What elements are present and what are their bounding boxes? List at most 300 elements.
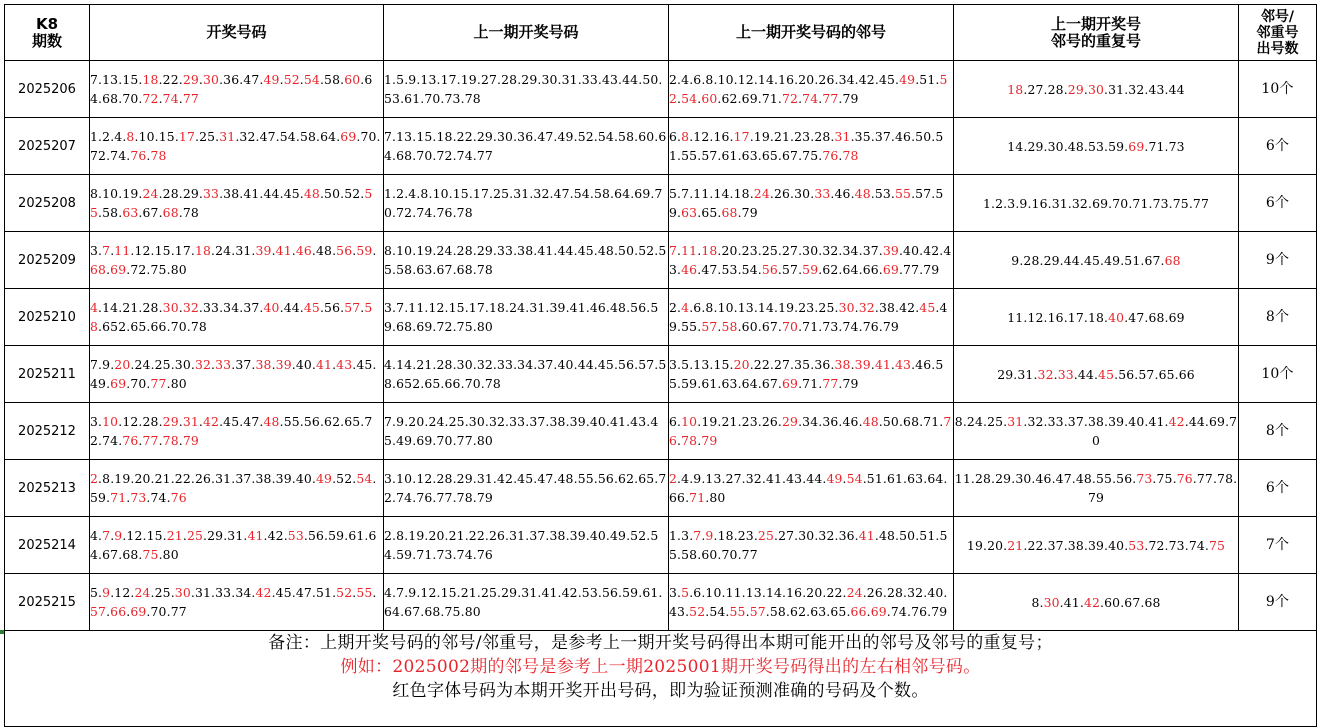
number: 73	[822, 319, 839, 334]
neighbors-cell[interactable]: 1.3.7.9.18.23.25.27.30.32.36.41.48.50.51.55.58.60.70.77	[669, 517, 954, 574]
prev-draw-cell[interactable]: 3.7.11.12.15.17.18.24.31.39.41.46.48.56.59.68.69.72.75.80	[384, 289, 669, 346]
neighbors-cell[interactable]: 3.5.13.15.20.22.27.35.36.38.39.41.43.46.55.59.61.63.64.67.69.71.77.79	[669, 346, 954, 403]
number: 3	[681, 528, 690, 543]
number: 73	[1152, 195, 1169, 211]
number: 77	[142, 433, 159, 448]
number: 34	[842, 243, 859, 258]
header-repeats[interactable]	[954, 5, 1239, 61]
number: 19	[778, 300, 795, 315]
number: 69	[634, 186, 651, 201]
draw-cell[interactable]: 7.13.15.18.22.29.30.36.47.49.52.54.58.60.64.68.70.72.74.77	[90, 61, 384, 118]
number: 7	[396, 585, 405, 600]
number: 76	[436, 205, 453, 220]
number: 3	[90, 414, 99, 429]
number: 36	[838, 528, 855, 543]
number: 46	[915, 357, 932, 372]
number: 9	[408, 72, 417, 87]
number: 49	[899, 72, 916, 87]
number: 44	[263, 186, 280, 201]
number: 72	[436, 148, 453, 163]
draw-cell[interactable]: 2.8.19.20.21.22.26.31.37.38.39.40.49.52.54.59.71.73.74.76	[90, 460, 384, 517]
number: 68	[1148, 309, 1165, 325]
number: 44	[577, 357, 594, 372]
repeats-cell[interactable]: 29.31.32.33.44.45.56.57.65.66	[954, 346, 1239, 403]
number: 3	[90, 243, 99, 258]
number: 68	[1164, 252, 1181, 268]
number: 25	[448, 414, 465, 429]
number: 63	[741, 148, 758, 163]
number: 22	[753, 357, 770, 372]
number: 9	[1011, 252, 1020, 268]
number: 52	[336, 585, 353, 600]
neighbors-cell[interactable]: 2.4.6.8.10.13.14.19.23.25.30.32.38.42.45.49.55.57.58.60.67.70.71.73.74.76.79	[669, 289, 954, 346]
number: 41	[541, 585, 558, 600]
period-cell[interactable]: 2025207	[5, 118, 90, 175]
draw-cell[interactable]: 7.9.20.24.25.30.32.33.37.38.39.40.41.43.45.49.69.70.77.80	[90, 346, 384, 403]
number: 48	[878, 528, 896, 543]
number: 25	[186, 528, 204, 543]
number: 51	[316, 585, 333, 600]
number: 29	[782, 414, 799, 429]
number: 29	[162, 414, 179, 429]
number: 38	[549, 414, 566, 429]
number: 31	[521, 585, 538, 600]
number: 41	[275, 243, 292, 258]
number: 6	[693, 585, 702, 600]
number: 42	[1168, 414, 1185, 429]
period-cell[interactable]: 2025213	[5, 460, 90, 517]
number: 71	[802, 376, 819, 391]
number: 4	[681, 300, 690, 315]
number: 12	[114, 585, 131, 600]
number: 40	[295, 471, 312, 486]
number: 75	[802, 148, 819, 163]
number: 29	[182, 186, 199, 201]
number: 7	[90, 72, 99, 87]
number: 34	[235, 585, 252, 600]
count-cell[interactable]: 6个	[1239, 175, 1317, 232]
number: 75	[150, 262, 167, 277]
number: 54	[741, 262, 758, 277]
draw-cell[interactable]: 3.10.12.28.29.31.42.45.47.48.55.56.62.65.72.74.76.77.78.79	[90, 403, 384, 460]
number: 79	[701, 433, 718, 448]
count-cell[interactable]: 8个	[1239, 289, 1317, 346]
period-cell[interactable]: 2025211	[5, 346, 90, 403]
number: 77	[822, 91, 839, 106]
number: 17	[733, 129, 750, 144]
count-cell[interactable]: 10个	[1239, 61, 1317, 118]
number: 60	[701, 547, 718, 562]
number: 45	[878, 72, 896, 87]
number: 15	[146, 528, 163, 543]
number: 20	[114, 357, 131, 372]
number: 2	[102, 129, 111, 144]
number: 71	[923, 414, 940, 429]
number: 8	[954, 414, 963, 429]
header-prev-draw[interactable]: 上一期开奖号码	[384, 5, 669, 61]
period-cell[interactable]: 2025209	[5, 232, 90, 289]
number: 56	[597, 471, 614, 486]
number: 61	[701, 376, 718, 391]
number: 75	[444, 604, 461, 619]
table-row	[5, 61, 1317, 118]
number: 38	[255, 471, 272, 486]
number: 31	[1051, 195, 1068, 211]
number: 45	[1083, 252, 1101, 268]
number: 21	[721, 414, 738, 429]
neighbors-cell[interactable]: 5.7.11.14.18.24.26.30.33.46.48.53.55.57.59.63.65.68.79	[669, 175, 954, 232]
repeats-cell[interactable]: 11.12.16.17.18.40.47.68.69	[954, 289, 1239, 346]
number: 32	[476, 357, 493, 372]
number: 26	[866, 585, 883, 600]
number: 40	[1108, 309, 1125, 325]
number: 36	[822, 414, 839, 429]
number: 49	[316, 471, 333, 486]
number: 66	[444, 376, 461, 391]
number: 52	[344, 186, 361, 201]
number: 72	[396, 205, 413, 220]
number: 49	[263, 72, 280, 87]
number: 1	[384, 72, 393, 87]
number: 32	[818, 528, 835, 543]
number: 39	[569, 414, 586, 429]
number: 29	[1043, 252, 1060, 268]
draw-cell[interactable]: 5.9.12.24.25.30.31.33.34.42.45.47.51.52.55.57.66.69.70.77	[90, 574, 384, 631]
table-row	[5, 574, 1317, 631]
number: 46	[834, 186, 851, 201]
number: 55	[681, 319, 698, 334]
number: 52	[283, 72, 300, 87]
prev-draw-cell[interactable]: 1.2.4.8.10.15.17.25.31.32.47.54.58.64.69.70.72.74.76.78	[384, 175, 669, 232]
repeats-cell[interactable]: 11.28.29.30.46.47.48.55.56.73.75.76.77.78.79	[954, 460, 1239, 517]
number: 69	[416, 319, 433, 334]
number: 45	[384, 414, 659, 448]
number: 53	[581, 585, 598, 600]
number: 24	[134, 585, 151, 600]
prev-draw-cell[interactable]: 7.9.20.24.25.30.32.33.37.38.39.40.41.43.45.49.69.70.77.80	[384, 403, 669, 460]
number: 32	[858, 300, 875, 315]
number: 44	[1077, 366, 1094, 382]
number: 52	[577, 129, 594, 144]
number: 54	[303, 72, 320, 87]
number: 55	[1096, 471, 1113, 486]
number: 63	[907, 471, 924, 486]
number: 47	[243, 414, 260, 429]
number: 16	[713, 129, 730, 144]
number: 64	[90, 72, 373, 106]
number: 24	[134, 357, 151, 372]
number: 26	[488, 528, 506, 543]
number: 27	[480, 72, 498, 87]
number: 38	[223, 186, 240, 201]
count-cell[interactable]: 6个	[1239, 460, 1317, 517]
number: 19	[460, 72, 477, 87]
number: 45	[1098, 366, 1115, 382]
number: 3	[669, 585, 678, 600]
prev-draw-cell[interactable]: 4.7.9.12.15.21.25.29.31.41.42.53.56.59.61.64.67.68.75.80	[384, 574, 669, 631]
neighbors-cell[interactable]: 6.10.19.21.23.26.29.34.36.46.48.50.68.71.76.78.79	[669, 403, 954, 460]
number: 10	[717, 300, 734, 315]
prev-draw-cell[interactable]: 4.14.21.28.30.32.33.34.37.40.44.45.56.57.58.652.65.66.70.78	[384, 346, 669, 403]
neighbors-cell[interactable]: 6.8.12.16.17.19.21.23.28.31.35.37.46.50.51.55.57.61.63.65.67.75.76.78	[669, 118, 954, 175]
prev-draw-cell[interactable]: 1.5.9.13.17.19.27.28.29.30.31.33.43.44.50.53.61.70.73.78	[384, 61, 669, 118]
repeats-cell[interactable]: 14.29.30.48.53.59.69.71.73	[954, 118, 1239, 175]
number: 74	[890, 604, 907, 619]
number: 31	[227, 528, 244, 543]
count-cell[interactable]: 9个	[1239, 574, 1317, 631]
number: 19	[114, 471, 131, 486]
number: 79	[741, 205, 758, 220]
number: 78	[456, 490, 473, 505]
table-row	[5, 517, 1317, 574]
prev-draw-cell[interactable]: 3.10.12.28.29.31.42.45.47.48.55.56.62.65.72.74.76.77.78.79	[384, 460, 669, 517]
number: 20	[428, 528, 445, 543]
table-row	[5, 118, 1317, 175]
prev-draw-cell[interactable]: 8.10.19.24.28.29.33.38.41.44.45.48.50.52.55.58.63.67.68.78	[384, 232, 669, 289]
number: 13	[693, 357, 710, 372]
number: 18	[488, 300, 506, 315]
number: 44	[806, 471, 823, 486]
number: 38	[1087, 414, 1105, 429]
number: 31	[182, 414, 199, 429]
number: 34	[223, 300, 240, 315]
number: 3	[384, 300, 393, 315]
count-cell[interactable]: 9个	[1239, 232, 1317, 289]
number: 8	[102, 471, 111, 486]
number: 74	[456, 148, 473, 163]
notes-cell[interactable]	[5, 631, 1317, 727]
header-draw[interactable]: 开奖号码	[90, 5, 384, 61]
header-period[interactable]	[5, 5, 90, 61]
number: 46	[295, 243, 312, 258]
number: 60	[638, 129, 655, 144]
number: 67	[1144, 252, 1161, 268]
number: 73	[1168, 138, 1185, 154]
number: 3	[669, 357, 678, 372]
number: 25	[818, 300, 835, 315]
number: 23	[794, 129, 811, 144]
period-cell[interactable]: 2025206	[5, 61, 90, 118]
number: 78	[182, 205, 199, 220]
number: 10	[138, 129, 155, 144]
number: 55	[90, 186, 373, 220]
number: 70	[122, 91, 139, 106]
draw-cell[interactable]: 4.7.9.12.15.21.25.29.31.41.42.53.56.59.61.64.67.68.75.80	[90, 517, 384, 574]
number: 30	[174, 585, 191, 600]
header-count-line2: 邻重号	[1256, 24, 1299, 41]
repeats-cell[interactable]: 8.24.25.31.32.33.37.38.39.40.41.42.44.69.70	[954, 403, 1239, 460]
number: 22	[456, 129, 473, 144]
header-count[interactable]	[1239, 5, 1317, 61]
number: 32	[1128, 81, 1145, 97]
neighbors-cell[interactable]: 7.11.18.20.23.25.27.30.32.34.37.39.40.42.43.46.47.53.54.56.57.59.62.64.66.69.77.79	[669, 232, 954, 289]
header-repeats-line2: 邻号的重复号	[1050, 31, 1141, 50]
number: 8	[396, 528, 405, 543]
number: 80	[170, 376, 187, 391]
number: 41	[569, 300, 586, 315]
number: 76	[822, 148, 839, 163]
number: 77	[1196, 471, 1213, 486]
number: 10	[432, 186, 449, 201]
number: 54	[573, 186, 590, 201]
number: 78	[162, 433, 179, 448]
number: 18	[701, 243, 718, 258]
number: 71	[416, 547, 433, 562]
number: 25	[154, 357, 171, 372]
number: 59	[396, 547, 413, 562]
number: 52	[669, 72, 948, 106]
number: 27	[778, 528, 795, 543]
number: 36	[223, 72, 240, 87]
count-cell[interactable]: 7个	[1239, 517, 1317, 574]
number: 57	[1138, 366, 1155, 382]
number: 42	[255, 585, 272, 600]
number: 57	[638, 357, 655, 372]
number: 44	[1188, 414, 1205, 429]
header-count-line1: 邻号/	[1260, 8, 1295, 25]
number: 45	[517, 471, 534, 486]
number: 56	[1118, 366, 1135, 382]
note-line-3: 红色字体号码为本期开奖开出号码，即为验证预测准确的号码及个数。	[392, 681, 929, 701]
prev-draw-cell[interactable]: 2.8.19.20.21.22.26.31.37.38.39.40.49.52.54.59.71.73.74.76	[384, 517, 669, 574]
number: 9	[408, 585, 417, 600]
repeats-cell[interactable]: 19.20.21.22.37.38.39.40.53.72.73.74.75	[954, 517, 1239, 574]
number: 68	[90, 262, 107, 277]
number: 4	[384, 357, 393, 372]
number: 21	[460, 585, 477, 600]
number: 10	[102, 186, 119, 201]
number: 43	[1148, 81, 1165, 97]
count-cell[interactable]: 8个	[1239, 403, 1317, 460]
number: 72	[1148, 537, 1165, 553]
number: 5	[681, 585, 690, 600]
number: 40	[589, 414, 606, 429]
period-cell[interactable]: 2025210	[5, 289, 90, 346]
number: 1	[90, 129, 99, 144]
number: 60	[1104, 594, 1121, 610]
number: 23	[741, 414, 758, 429]
count-cell[interactable]: 10个	[1239, 346, 1317, 403]
number: 45	[223, 414, 240, 429]
number: 29	[995, 471, 1012, 486]
number: 55	[283, 414, 300, 429]
number: 50	[618, 243, 635, 258]
number: 62	[790, 604, 807, 619]
number: 14	[396, 357, 413, 372]
period-cell[interactable]: 2025212	[5, 403, 90, 460]
draw-cell[interactable]: 8.10.19.24.28.29.33.38.41.44.45.48.50.52.55.58.63.67.68.78	[90, 175, 384, 232]
number: 35	[854, 129, 871, 144]
number: 66	[110, 604, 127, 619]
number: 8	[420, 186, 429, 201]
number: 17	[178, 129, 195, 144]
neighbors-cell[interactable]: 2.4.6.8.10.12.14.16.20.26.34.42.45.49.51.52.54.60.62.69.71.72.74.77.79	[669, 61, 954, 118]
number: 58	[324, 72, 341, 87]
number: 32	[907, 585, 924, 600]
number: 43	[895, 357, 912, 372]
number: 53	[721, 262, 738, 277]
repeats-cell[interactable]: 18.27.28.29.30.31.32.43.44	[954, 61, 1239, 118]
period-cell[interactable]: 2025215	[5, 574, 90, 631]
number: 72	[782, 91, 799, 106]
draw-cell[interactable]: 1.2.4.8.10.15.17.25.31.32.47.54.58.64.69.70.72.74.76.78	[90, 118, 384, 175]
number: 46	[1035, 471, 1052, 486]
number: 22	[1027, 537, 1044, 553]
prev-draw-cell[interactable]: 7.13.15.18.22.29.30.36.47.49.52.54.58.60.64.68.70.72.74.77	[384, 118, 669, 175]
number: 59	[669, 186, 944, 220]
number: 9	[102, 585, 111, 600]
number: 7	[90, 357, 99, 372]
number: 31	[509, 528, 526, 543]
number: 7	[693, 528, 702, 543]
number: 32	[1027, 414, 1044, 429]
number: 23	[741, 243, 758, 258]
number: 27	[725, 471, 742, 486]
number: 6	[669, 414, 678, 429]
draw-cell[interactable]: 3.7.11.12.15.17.18.24.31.39.41.46.48.56.59.68.69.72.75.80	[90, 232, 384, 289]
number: 78	[1217, 471, 1234, 486]
number: 48	[303, 186, 320, 201]
number: 64	[320, 129, 337, 144]
number: 12	[428, 300, 445, 315]
number: 22	[162, 72, 179, 87]
number: 54	[681, 91, 698, 106]
number: 47	[1128, 309, 1145, 325]
number: 32	[533, 186, 550, 201]
repeats-cell[interactable]: 1.2.3.9.16.31.32.69.70.71.73.75.77	[954, 175, 1239, 232]
table-body	[5, 61, 1317, 631]
number: 45	[303, 300, 320, 315]
number: 54	[846, 471, 863, 486]
number: 4	[408, 186, 417, 201]
neighbors-cell[interactable]: 2.4.9.13.27.32.41.43.44.49.54.51.61.63.64.66.71.80	[669, 460, 954, 517]
period-cell[interactable]: 2025214	[5, 517, 90, 574]
repeats-cell[interactable]: 8.30.41.42.60.67.68	[954, 574, 1239, 631]
number: 74	[842, 319, 859, 334]
draw-cell[interactable]: 4.14.21.28.30.32.33.34.37.40.44.45.56.57.58.652.65.66.70.78	[90, 289, 384, 346]
header-neighbors[interactable]: 上一期开奖号码的邻号	[669, 5, 954, 61]
number: 57	[701, 319, 718, 334]
table-row	[5, 175, 1317, 232]
number: 78	[456, 205, 473, 220]
number: 6	[669, 129, 678, 144]
number: 61	[348, 528, 365, 543]
period-cell[interactable]: 2025208	[5, 175, 90, 232]
number: 61	[642, 585, 659, 600]
number: 18	[717, 528, 734, 543]
number: 71	[761, 91, 778, 106]
number: 20	[806, 585, 823, 600]
repeats-cell[interactable]: 9.28.29.44.45.49.51.67.68	[954, 232, 1239, 289]
number: 62	[721, 91, 738, 106]
number: 69	[130, 604, 147, 619]
number: 43	[630, 414, 647, 429]
number: 78	[681, 433, 698, 448]
number: 13	[396, 129, 413, 144]
neighbors-cell[interactable]: 3.5.6.10.11.13.14.16.20.22.24.26.28.32.40.43.52.54.55.57.58.62.63.65.66.69.74.76.79	[669, 574, 954, 631]
number: 55	[681, 148, 698, 163]
number: 25	[757, 528, 774, 543]
number: 71	[802, 319, 819, 334]
number: 67	[102, 547, 119, 562]
count-cell[interactable]: 6个	[1239, 118, 1317, 175]
number: 2	[396, 186, 405, 201]
number: 39	[275, 357, 292, 372]
number: 68	[122, 547, 139, 562]
number: 44	[622, 72, 639, 87]
number: 77	[1192, 195, 1209, 211]
number: 31	[561, 72, 578, 87]
